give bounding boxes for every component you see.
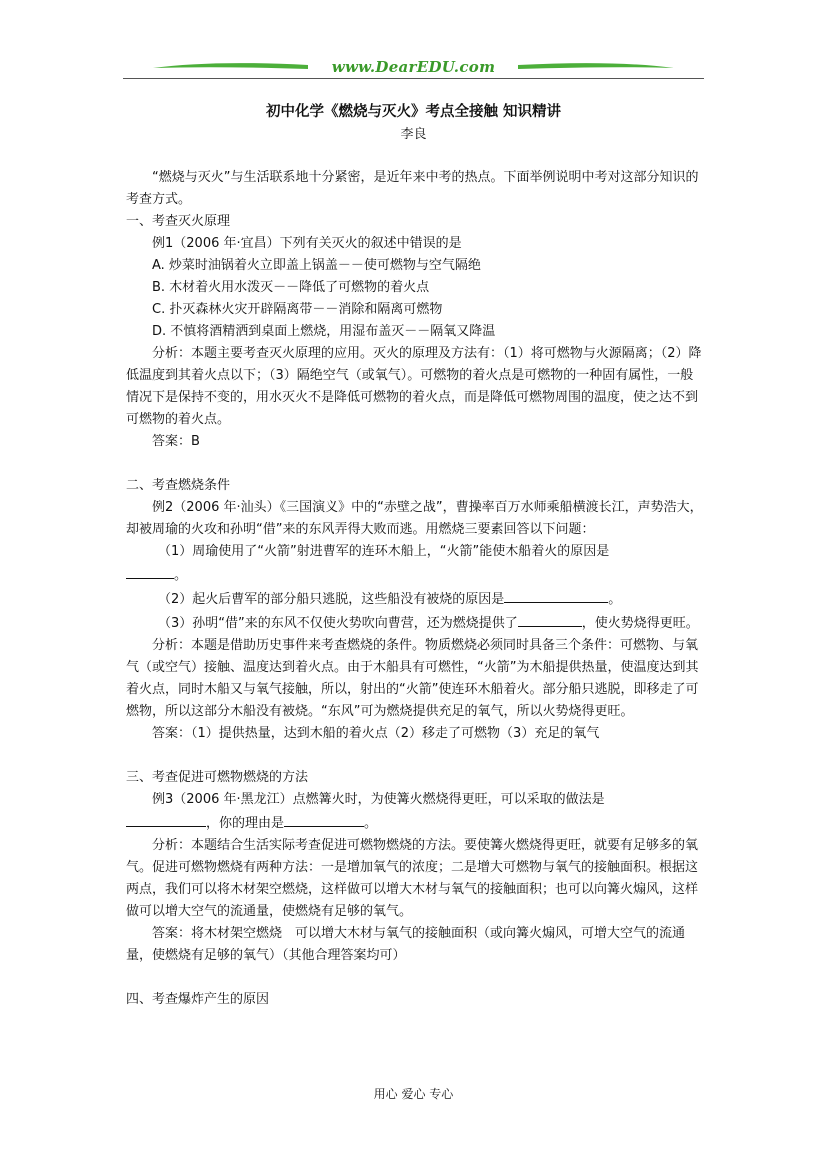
example-2-q1-blank-line bbox=[126, 563, 706, 587]
answer-blank bbox=[518, 611, 582, 627]
example-2-analysis: 分析：本题是借助历史事件来考查燃烧的条件。物质燃烧必须同时具备三个条件：可燃物、与氧气（或空气）接触、温度达到着火点。由于木船具有可燃性，“火箭”为木船提供热量，使温度达到其着火点，同时木船又与氧气接触，所以，射出的“火箭”使连环木船着火。部分船只逃脱，即移走了可燃物，所以这部分木船没有被烧。“东风”可为燃烧提供充足的氧气，所以火势烧得更旺。 bbox=[126, 638, 699, 719]
section-3-heading: 三、考查促进可燃物燃烧的方法 bbox=[126, 770, 309, 785]
q-mid: ，你的理由是 bbox=[206, 816, 285, 831]
answer-blank bbox=[126, 563, 174, 579]
spacer bbox=[126, 453, 706, 475]
q3-text: （3）孙明“借”来的东风不仅使火势吹向曹营，还为燃烧提供了 bbox=[158, 616, 518, 631]
spacer bbox=[126, 967, 706, 989]
page-title: 初中化学《燃烧与灭火》考点全接触 知识精讲 bbox=[265, 104, 562, 120]
section-2-heading: 二、考查燃烧条件 bbox=[126, 478, 231, 493]
option-b: B. 木材着火用水泼灭－－降低了可燃物的着火点 bbox=[152, 280, 430, 295]
example-2-question: 例2（2006 年·汕头）《三国演义》中的“赤壁之战”，曹操率百万水师乘船横渡长江，声势浩大，却被周瑜的火攻和孙明“借”来的东风弄得大败而逃。用燃烧三要素回答以下问题： bbox=[126, 500, 703, 537]
example-2-q3 bbox=[126, 611, 706, 635]
header-divider bbox=[123, 78, 704, 79]
author: 李良 bbox=[400, 127, 427, 142]
q1-end: 。 bbox=[174, 568, 188, 583]
site-url[interactable]: www.DearEDU.com bbox=[331, 58, 496, 76]
example-3-analysis: 分析：本题结合生活实际考查促进可燃物燃烧的方法。要使篝火燃烧得更旺，就要有足够多的氧气。促进可燃物燃烧有两种方法：一是增加氧气的浓度；二是增大可燃物与氧气的接触面积。根据这两点，我们可以将木材架空燃烧，这样做可以增大木材与氧气的接触面积；也可以向篝火煽风，这样做可以增大空气的流通量，使燃烧有足够的氧气。 bbox=[126, 838, 699, 919]
intro-paragraph: “燃烧与灭火”与生活联系地十分紧密，是近年来中考的热点。下面举例说明中考对这部分知识的考查方式。 bbox=[126, 170, 699, 207]
answer-blank bbox=[284, 811, 364, 827]
example-2-answer: 答案：（1）提供热量，达到木船的着火点（2）移走了可燃物（3）充足的氧气 bbox=[152, 726, 600, 741]
page-footer: 用心 爱心 专心 bbox=[373, 1087, 454, 1101]
example-1-answer: 答案：B bbox=[152, 434, 200, 449]
example-1-analysis: 分析：本题主要考查灭火原理的应用。灭火的原理及方法有：（1）将可燃物与火源隔离；（2）降低温度到其着火点以下；（3）隔绝空气（或氧气）。可燃物的着火点是可燃物的一种固有属性，一般情况下是保持不变的，用水灭火不是降低可燃物的着火点，而是降低可燃物周围的温度，使之达不到可燃物的着火点。 bbox=[126, 346, 702, 427]
option-c: C. 扑灭森林火灾开辟隔离带－－消除和隔离可燃物 bbox=[152, 302, 443, 317]
answer-blank bbox=[504, 587, 608, 603]
site-header bbox=[123, 52, 704, 82]
example-2-q2 bbox=[126, 587, 706, 611]
section-1-heading: 一、考查灭火原理 bbox=[126, 214, 231, 229]
q2-end: 。 bbox=[608, 592, 622, 607]
document-body bbox=[126, 167, 706, 1011]
answer-blank bbox=[126, 811, 206, 827]
example-2-q1 bbox=[126, 541, 706, 563]
q3-end: ，使火势烧得更旺。 bbox=[581, 616, 699, 631]
q2-text: （2）起火后曹军的部分船只逃脱，这些船没有被烧的原因是 bbox=[158, 592, 505, 607]
section-4-heading: 四、考查爆炸产生的原因 bbox=[126, 992, 270, 1007]
example-3-question: 例3（2006 年·黑龙江）点燃篝火时，为使篝火燃烧得更旺，可以采取的做法是 bbox=[152, 792, 605, 807]
example-1-question: 例1（2006 年·宜昌）下列有关灭火的叙述中错误的是 bbox=[152, 236, 462, 251]
option-a: A. 炒菜时油锅着火立即盖上锅盖－－使可燃物与空气隔绝 bbox=[152, 258, 481, 273]
spacer bbox=[126, 745, 706, 767]
q-end: 。 bbox=[364, 816, 378, 831]
example-3-answer: 答案：将木材架空燃烧 可以增大木材与氧气的接触面积（或向篝火煽风，可增大空气的流通量，使燃烧有足够的氧气）（其他合理答案均可） bbox=[126, 926, 686, 963]
q1-text: （1）周瑜使用了“火箭”射进曹军的连环木船上，“火箭”能使木船着火的原因是 bbox=[158, 544, 610, 559]
example-3-blanks bbox=[126, 811, 706, 835]
option-d: D. 不慎将酒精洒到桌面上燃烧，用湿布盖灭－－隔氧又降温 bbox=[152, 324, 496, 339]
